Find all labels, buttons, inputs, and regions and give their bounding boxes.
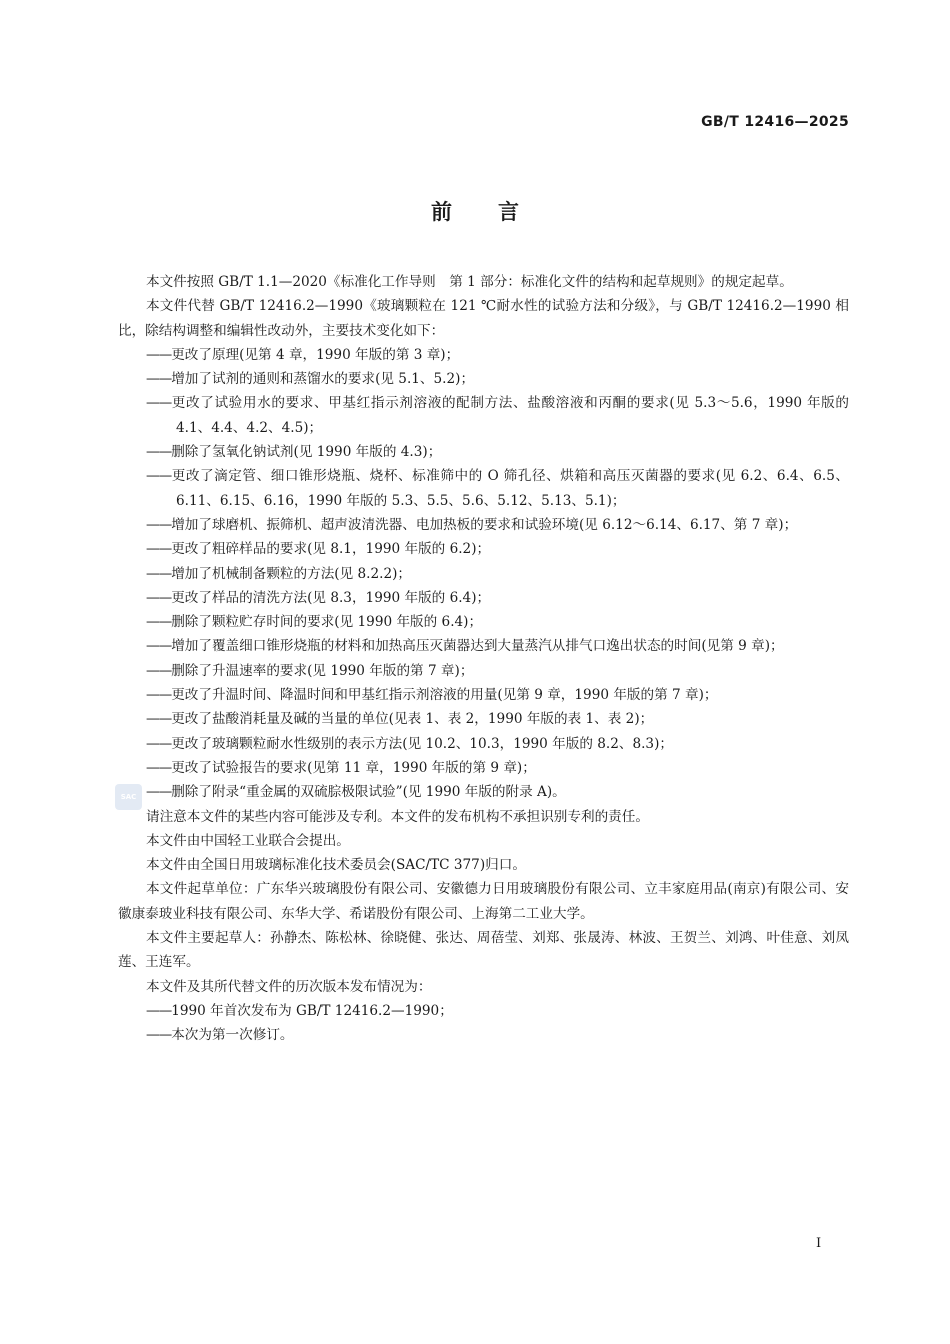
- document-body: [118, 270, 849, 1048]
- dash-marker: ——: [146, 565, 172, 582]
- change-item-text: 增加了球磨机、振筛机、超声波清洗器、电加热板的要求和试验环境(见 6.12～6.14、6.17、第 7 章)；: [171, 516, 798, 533]
- change-item-text: 删除了附录“重金属的双硫腙极限试验”(见 1990 年版的附录 A)。: [171, 784, 566, 801]
- change-item: [118, 756, 849, 780]
- dash-marker: ——: [146, 784, 172, 801]
- change-item-text: 更改了试验报告的要求(见第 11 章，1990 年版的第 9 章)；: [171, 759, 536, 776]
- dash-marker: ——: [146, 614, 172, 631]
- dash-marker: ——: [146, 1027, 172, 1044]
- dash-marker: ——: [146, 662, 172, 679]
- drafting-units-paragraph: 本文件起草单位：广东华兴玻璃股份有限公司、安徽德力日用玻璃股份有限公司、立丰家庭用品(南京)有限公司、安徽康泰玻业科技有限公司、东华大学、希诺股份有限公司、上海第二工业大学。: [118, 881, 849, 922]
- committee-paragraph: 本文件由全国日用玻璃标准化技术委员会(SAC/TC 377)归口。: [146, 857, 526, 874]
- change-item-text: 更改了升温时间、降温时间和甲基红指示剂溶液的用量(见第 9 章，1990 年版的第 7 章)；: [171, 687, 718, 704]
- dash-marker: ——: [146, 1002, 172, 1019]
- intro-paragraph: 本文件按照 GB/T 1.1—2020《标准化工作导则 第 1 部分：标准化文件的结构和起草规则》的规定起草。: [146, 274, 793, 290]
- change-item-text: 更改了粗碎样品的要求(见 8.1，1990 年版的 6.2)；: [171, 541, 491, 558]
- page-title: 前言: [431, 200, 565, 224]
- patent-notice: 请注意本文件的某些内容可能涉及专利。本文件的发布机构不承担识别专利的责任。: [146, 808, 649, 825]
- drafters-paragraph: 本文件主要起草人：孙静杰、陈松林、徐晓健、张达、周蓓莹、刘郑、张晟涛、林波、王贺兰、刘鸿、叶佳意、刘凤莲、王连军。: [118, 930, 849, 971]
- change-item: [118, 610, 849, 634]
- dash-marker: ——: [146, 711, 172, 728]
- history-item: [118, 999, 849, 1023]
- history-list: [118, 999, 849, 1048]
- change-item: [118, 562, 849, 586]
- change-item-text: 删除了升温速率的要求(见 1990 年版的第 7 章)；: [171, 662, 474, 679]
- change-item-text: 更改了样品的清洗方法(见 8.3，1990 年版的 6.4)；: [171, 589, 491, 606]
- change-item-text: 更改了试验用水的要求、甲基红指示剂溶液的配制方法、盐酸溶液和丙酮的要求(见 5.3～5.6，1990 年版的 4.1、4.4、4.2、4.5)；: [171, 395, 849, 436]
- change-item: [118, 391, 849, 440]
- change-item: [118, 683, 849, 707]
- dash-marker: ——: [146, 735, 172, 752]
- change-item-text: 增加了机械制备颗粒的方法(见 8.2.2)；: [171, 565, 412, 582]
- dash-marker: ——: [146, 516, 172, 533]
- dash-marker: ——: [146, 759, 172, 776]
- change-item: [118, 464, 849, 513]
- dash-marker: ——: [146, 541, 172, 558]
- dash-marker: ——: [146, 346, 172, 363]
- history-item: [118, 1023, 849, 1047]
- change-item: [118, 586, 849, 610]
- change-item: [118, 780, 849, 804]
- page-number: Ⅰ: [816, 1236, 822, 1251]
- change-item: [118, 659, 849, 683]
- dash-marker: ——: [146, 638, 172, 655]
- history-item-text: 1990 年首次发布为 GB/T 12416.2—1990；: [171, 1002, 453, 1019]
- sac-watermark-logo: SAC: [115, 784, 142, 810]
- change-item: [118, 367, 849, 391]
- change-item: [118, 732, 849, 756]
- change-item: [118, 343, 849, 367]
- change-item-text: 增加了试剂的通则和蒸馏水的要求(见 5.1、5.2)；: [171, 371, 475, 388]
- change-item-text: 更改了盐酸消耗量及碱的当量的单位(见表 1、表 2，1990 年版的表 1、表 2)；: [171, 711, 654, 728]
- change-item-text: 更改了原理(见第 4 章，1990 年版的第 3 章)；: [171, 346, 460, 363]
- dash-marker: ——: [146, 371, 172, 388]
- change-item: [118, 537, 849, 561]
- change-item: [118, 440, 849, 464]
- proposer-paragraph: 本文件由中国轻工业联合会提出。: [146, 832, 350, 849]
- dash-marker: ——: [146, 687, 172, 704]
- change-item-text: 删除了颗粒贮存时间的要求(见 1990 年版的 6.4)；: [171, 614, 483, 631]
- change-item-text: 增加了覆盖细口锥形烧瓶的材料和加热高压灭菌器达到大量蒸汽从排气口逸出状态的时间(见第 9 章)；: [171, 638, 784, 655]
- dash-marker: ——: [146, 589, 172, 606]
- history-item-text: 本次为第一次修订。: [171, 1027, 294, 1044]
- dash-marker: ——: [146, 395, 172, 412]
- change-item: [118, 707, 849, 731]
- history-intro-paragraph: 本文件及其所代替文件的历次版本发布情况为：: [146, 978, 432, 995]
- intro-paragraph: 本文件代替 GB/T 12416.2—1990《玻璃颗粒在 121 ℃耐水性的试验方法和分级》，与 GB/T 12416.2—1990 相比，除结构调整和编辑性改动外，主要技术变化如下：: [118, 298, 849, 339]
- change-item-text: 删除了氢氧化钠试剂(见 1990 年版的 4.3)；: [171, 444, 442, 461]
- change-item: [118, 513, 849, 537]
- changes-list: [118, 343, 849, 805]
- dash-marker: ——: [146, 468, 172, 485]
- dash-marker: ——: [146, 444, 172, 461]
- change-item-text: 更改了玻璃颗粒耐水性级别的表示方法(见 10.2、10.3，1990 年版的 8.2、8.3)；: [171, 735, 673, 752]
- document-code: GB/T 12416—2025: [701, 114, 849, 130]
- change-item: [118, 634, 849, 658]
- change-item-text: 更改了滴定管、细口锥形烧瓶、烧杯、标准筛中的 O 筛孔径、烘箱和高压灭菌器的要求(见 6.2、6.4、6.5、6.11、6.15、6.16，1990 年版的 5.3、5.5、5.6、5.12、5.13、5.1)；: [171, 468, 849, 509]
